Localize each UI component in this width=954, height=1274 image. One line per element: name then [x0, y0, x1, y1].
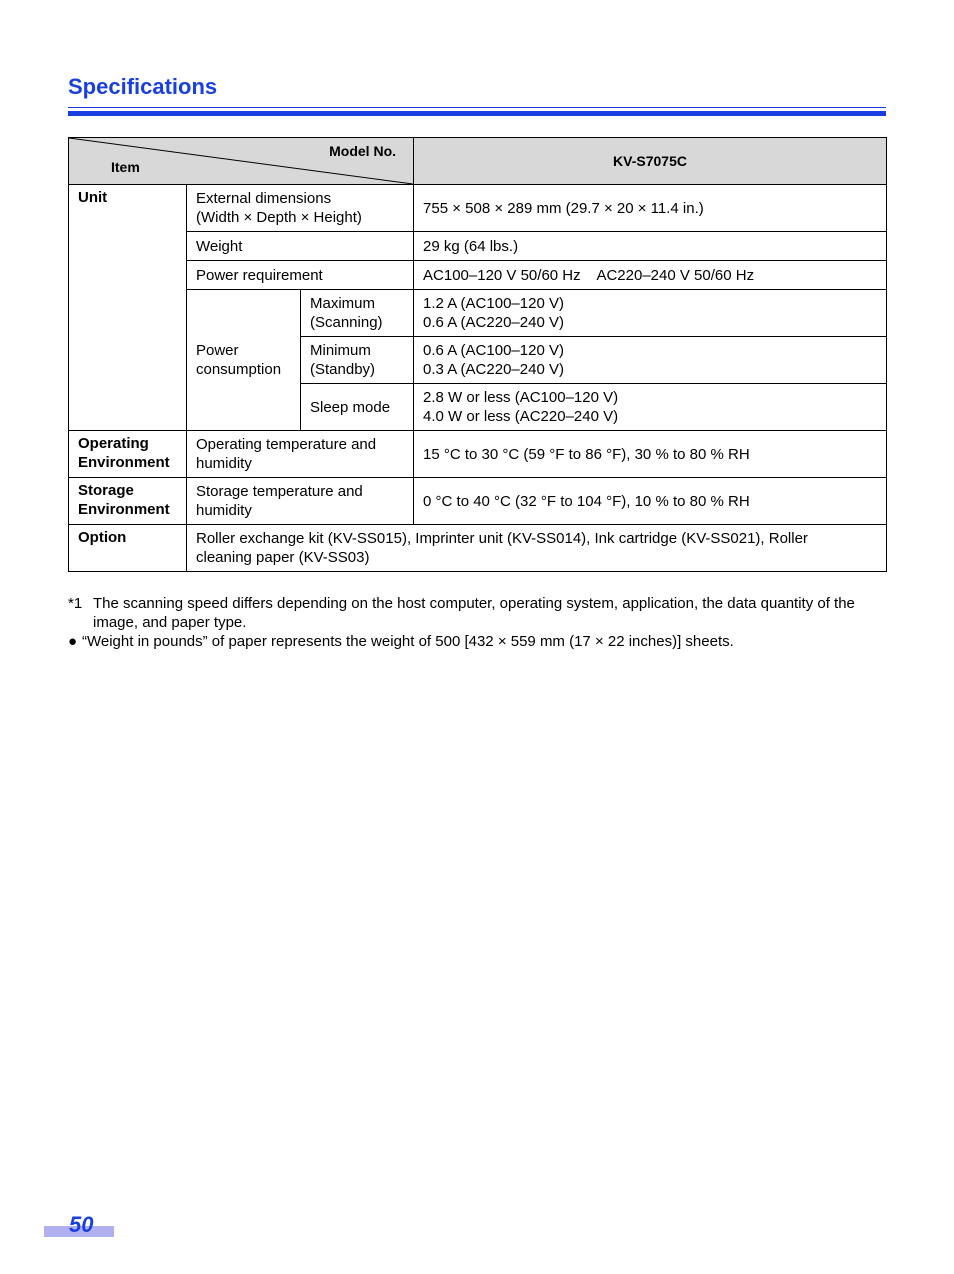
power-cons-line2: consumption	[196, 361, 282, 378]
title-rule-thin	[68, 107, 886, 108]
unit-label: Unit	[69, 185, 187, 431]
table-row	[69, 185, 887, 232]
weight-label: Weight	[187, 232, 414, 261]
ext-dim-line2: (Width × Depth × Height)	[196, 209, 362, 226]
option-label: Option	[69, 525, 187, 572]
footnote-1	[68, 594, 886, 632]
max-value2: 0.6 A (AC220–240 V)	[423, 314, 564, 331]
table-row	[69, 431, 887, 478]
sleep-label: Sleep mode	[301, 384, 414, 431]
power-cons-label	[187, 290, 301, 431]
header-item-label: Item	[111, 159, 140, 175]
page-number: 50	[69, 1212, 94, 1237]
table-row	[69, 232, 887, 261]
operating-line1: Operating	[78, 435, 149, 452]
operating-line2: Environment	[78, 454, 170, 471]
max-value1: 1.2 A (AC100–120 V)	[423, 295, 564, 312]
sleep-value	[414, 384, 887, 431]
max-value	[414, 290, 887, 337]
table-row	[69, 290, 887, 337]
sleep-value1: 2.8 W or less (AC100–120 V)	[423, 389, 619, 406]
min-value2: 0.3 A (AC220–240 V)	[423, 361, 564, 378]
max-line2: (Scanning)	[310, 314, 383, 331]
power-cons-line1: Power	[196, 342, 239, 359]
bullet-icon: ●	[68, 633, 78, 650]
min-line2: (Standby)	[310, 361, 376, 378]
power-req-value: AC100–120 V 50/60 Hz AC220–240 V 50/60 Hz	[414, 261, 887, 290]
page-title: Specifications	[68, 74, 218, 99]
option-value: Roller exchange kit (KV-SS015), Imprinter unit (KV-SS014), Ink cartridge (KV-SS021), Roller cleaning paper (KV-SS03)	[187, 525, 887, 572]
power-req-label: Power requirement	[187, 261, 414, 290]
table-row	[69, 525, 887, 572]
storage-line2: Environment	[78, 501, 170, 518]
ext-dim-value: 755 × 508 × 289 mm (29.7 × 20 × 11.4 in.)	[414, 185, 887, 232]
max-line1: Maximum	[310, 295, 376, 312]
title-rule-thick	[68, 111, 886, 116]
weight-value: 29 kg (64 lbs.)	[414, 232, 887, 261]
footnote-1-text: The scanning speed differs depending on the host computer, operating system, application, the data quantity of the image, and paper type.	[93, 595, 855, 631]
min-line1: Minimum	[310, 342, 371, 359]
header-model-no: Model No.	[329, 143, 397, 159]
operating-label	[69, 431, 187, 478]
header-item-cell	[69, 138, 414, 185]
storage-label	[69, 478, 187, 525]
footnotes	[68, 594, 886, 651]
footnote-2	[68, 632, 886, 651]
storage-desc: Storage temperature and humidity	[187, 478, 414, 525]
min-value	[414, 337, 887, 384]
table-row	[69, 261, 887, 290]
max-label	[301, 290, 414, 337]
min-label	[301, 337, 414, 384]
ext-dim-line1: External dimensions	[196, 190, 332, 207]
ext-dim-label	[187, 185, 414, 232]
footnote-2-text: “Weight in pounds” of paper represents the weight of 500 [432 × 559 mm (17 × 22 inches)] sheets.	[82, 633, 734, 650]
storage-line1: Storage	[78, 482, 134, 499]
storage-value: 0 °C to 40 °C (32 °F to 104 °F), 10 % to 80 % RH	[414, 478, 887, 525]
table-row	[69, 478, 887, 525]
footnote-1-marker: *1	[68, 595, 83, 612]
spec-table	[68, 137, 887, 572]
header-model-value: KV-S7075C	[414, 138, 887, 185]
operating-desc: Operating temperature and humidity	[187, 431, 414, 478]
operating-value: 15 °C to 30 °C (59 °F to 86 °F), 30 % to 80 % RH	[414, 431, 887, 478]
min-value1: 0.6 A (AC100–120 V)	[423, 342, 564, 359]
table-header-row	[69, 138, 887, 185]
sleep-value2: 4.0 W or less (AC220–240 V)	[423, 408, 619, 425]
